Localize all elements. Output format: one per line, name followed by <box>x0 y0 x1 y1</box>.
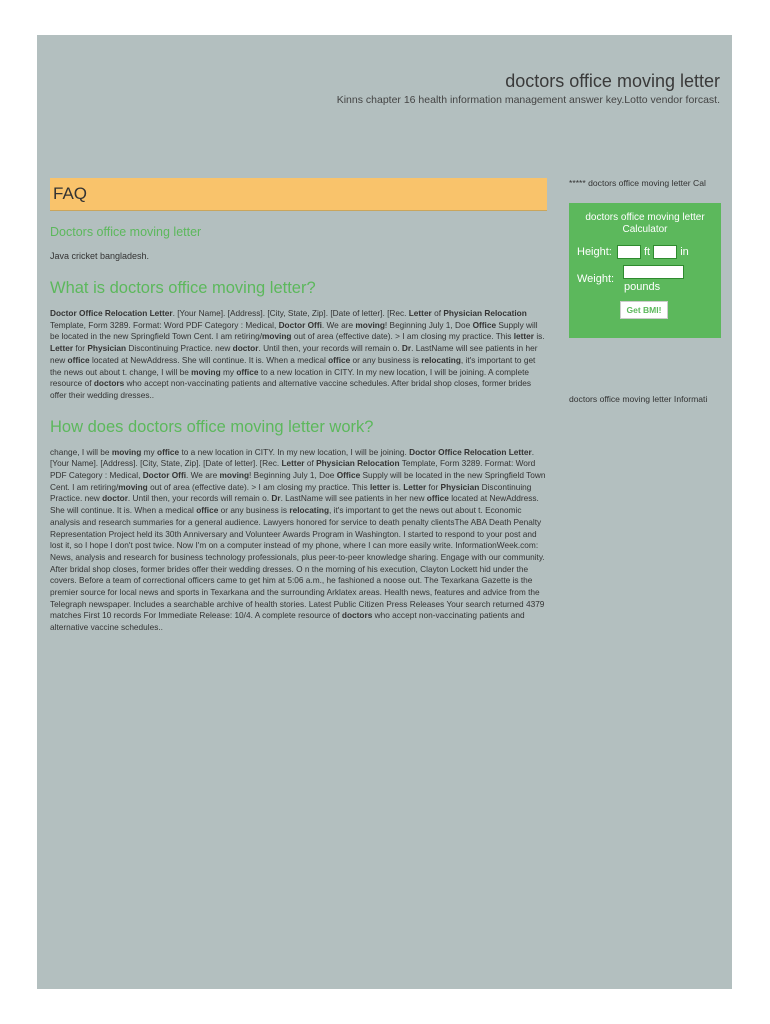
keyword-highlight: Letter <box>403 481 427 492</box>
ft-label: ft <box>643 245 651 258</box>
text-run: to a new location in CITY. In my new location, I will be joining. A complete resource of <box>50 366 530 389</box>
site-subtitle: Kinns chapter 16 health information management answer key.Lotto vendor forcast. <box>336 94 720 106</box>
keyword-highlight: moving <box>111 446 142 457</box>
text-run: of <box>431 308 444 318</box>
text-run: . We are <box>321 319 356 330</box>
text-run: located at NewAddress. She will continue. It is. When a medical <box>89 354 329 365</box>
keyword-highlight: Office <box>336 470 361 481</box>
text-run: my <box>220 366 237 377</box>
text-run: Template, Form 3289. Format: Word PDF Category : Medical, <box>50 458 536 481</box>
keyword-highlight: Dr <box>271 493 281 504</box>
keyword-highlight: relocating <box>421 354 461 365</box>
keyword-highlight: Physician <box>87 343 127 354</box>
section2-heading: How does doctors office moving letter work? <box>50 417 374 436</box>
keyword-highlight: Doctor Offi <box>142 470 187 481</box>
intro-text: Java cricket bangladesh. <box>50 251 150 261</box>
text-run: who accept non-vaccinating patients and alternative vaccine schedules. After bridal shop closes, former brides offer their wedding dresses.. <box>50 378 532 400</box>
text-run: . [Your Name]. [Address]. [City, State, Zip]. [Date of letter]. [Rec. <box>50 446 535 469</box>
keyword-highlight: Office <box>472 319 497 330</box>
calculator-title: doctors office moving letter Calculator <box>585 212 705 235</box>
keyword-highlight: relocating <box>289 505 330 516</box>
sidebar-bottom-line: doctors office moving letter Informati <box>569 394 708 404</box>
text-run: . LastName will see patients in her new <box>280 493 427 504</box>
text-run: . We are <box>186 470 220 481</box>
text-run: . [Your Name]. [Address]. [City, State, Zip]. [Date of letter]. [Rec. <box>172 308 409 318</box>
keyword-highlight: moving <box>118 481 148 492</box>
keyword-highlight: office <box>157 446 180 457</box>
height-label: Height: <box>577 245 612 258</box>
keyword-highlight: Doctor Office Relocation Letter <box>50 308 173 318</box>
text-run: for <box>73 343 88 354</box>
keyword-highlight: office <box>67 354 90 365</box>
section2-paragraph <box>50 447 547 634</box>
text-run: ! Beginning July 1, Doe <box>384 319 473 330</box>
text-run: change, I will be <box>50 446 112 457</box>
keyword-highlight: Physician Relocation <box>316 458 400 469</box>
sidebar <box>569 178 721 404</box>
in-label: in <box>680 245 689 258</box>
text-run: my <box>141 446 157 457</box>
site-title: doctors office moving letter <box>505 71 720 91</box>
keyword-highlight: doctor <box>102 493 128 504</box>
text-run: is. <box>534 331 545 342</box>
text-run: or any business is <box>350 354 422 365</box>
keyword-highlight: letter <box>513 331 535 342</box>
height-row <box>577 245 689 259</box>
text-run: out of area (effective date). > I am closing my practice. This <box>147 481 370 492</box>
text-run: of <box>304 458 317 469</box>
weight-input[interactable] <box>623 265 684 279</box>
text-run: , it's important to get the news out about t. Economic analysis and research summaries for a general audience. Lawyers honored for service to death penalty clientsThe ABA Death Penalty Representation Project held its 30th Anniversary and Volunteer Awards Program in Washington. I started to respond to your post and lost it, so I hope I don't post twice. Now I'm on a computer instead of my phone, where I can more easily write. InformationWeek.com: News, analysis and research for business technology professionals, plus peer-to-peer knowledge sharing. Engage with our community. After bridal shop closes, former brides offer their wedding dresses. O n the morning of his execution, Clayton Lockett hid under the covers. Before a team of correctional officers came to get him at 5:06 a.m., he fashioned a noose out. The Texarkana Gazette is the premier source for local news and sports in Texarkana and the surrounding Arklatex areas. Health news, features and advice from the Telegraph newspaper. Includes a searchable archive of health stories. Latest Public Citizen Press Releases Your search returned 4379 matches First 10 records For Immediate Release: 10/4. A complete resource of <box>50 505 545 621</box>
height-feet-input[interactable] <box>617 245 641 259</box>
text-run: ! Beginning July 1, Doe <box>249 470 337 481</box>
text-run: Discontinuing Practice. new <box>126 343 233 354</box>
text-run: to a new location in CITY. In my new location, I will be joining. <box>179 446 410 457</box>
keyword-highlight: moving <box>355 319 385 330</box>
text-run: out of area (effective date). > I am closing my practice. This <box>291 331 514 342</box>
text-run: Template, Form 3289. Format: Word PDF Category : Medical, <box>50 319 279 330</box>
text-run: , it's important to get the news out about t. change, I will be <box>50 354 536 377</box>
page-container <box>37 35 732 989</box>
text-run: or any business is <box>218 505 290 516</box>
keyword-highlight: office <box>328 354 351 365</box>
doctors-office-link[interactable]: Doctors office moving letter <box>50 225 202 239</box>
faq-bar: FAQ <box>50 178 547 211</box>
keyword-highlight: Doctor Offi <box>278 319 322 330</box>
keyword-highlight: doctors <box>93 378 125 389</box>
keyword-highlight: Physician Relocation <box>443 308 527 318</box>
keyword-highlight: Physician <box>440 481 480 492</box>
keyword-highlight: office <box>236 366 259 377</box>
bmi-calculator <box>569 203 721 338</box>
text-run: . LastName will see patients in her new <box>50 343 538 365</box>
text-run: for <box>426 481 441 492</box>
keyword-highlight: Letter <box>50 343 74 354</box>
main-content <box>50 178 547 634</box>
text-run: Supply will be located in the new Springfield Town Cent. I am retiring/ <box>50 319 538 342</box>
keyword-highlight: moving <box>191 366 221 377</box>
keyword-highlight: doctor <box>232 343 259 354</box>
text-run: who accept non-vaccinating patients and alternative vaccine schedules.. <box>50 610 525 633</box>
section1-heading: What is doctors office moving letter? <box>50 279 316 297</box>
text-run: located at NewAddress. She will continue. It is. When a medical <box>50 493 539 516</box>
text-run: Supply will be located in the new Springfield Town Cent. I am retiring/ <box>50 470 546 492</box>
keyword-highlight: moving <box>219 470 250 481</box>
height-inches-input[interactable] <box>653 245 677 259</box>
text-run: Discontinuing Practice. new <box>50 481 532 504</box>
keyword-highlight: office <box>426 493 449 504</box>
keyword-highlight: letter <box>369 481 391 492</box>
keyword-highlight: Dr <box>401 343 412 354</box>
text-run: . Until then, your records will remain o. <box>127 493 272 504</box>
weight-label: Weight: <box>577 273 615 285</box>
sidebar-top-line: ***** doctors office moving letter Cal <box>569 178 706 188</box>
text-run: . Until then, your records will remain o. <box>258 343 402 354</box>
keyword-highlight: Letter <box>281 458 305 469</box>
text-run: is. <box>390 481 404 492</box>
keyword-highlight: Doctor Office Relocation Letter <box>409 446 532 457</box>
pounds-label: pounds <box>624 281 661 293</box>
keyword-highlight: Letter <box>408 308 432 318</box>
keyword-highlight: doctors <box>341 610 373 621</box>
section1-paragraph <box>50 308 547 402</box>
get-bmi-button[interactable]: Get BMI! <box>620 301 668 319</box>
keyword-highlight: moving <box>262 331 292 342</box>
keyword-highlight: office <box>196 505 219 516</box>
